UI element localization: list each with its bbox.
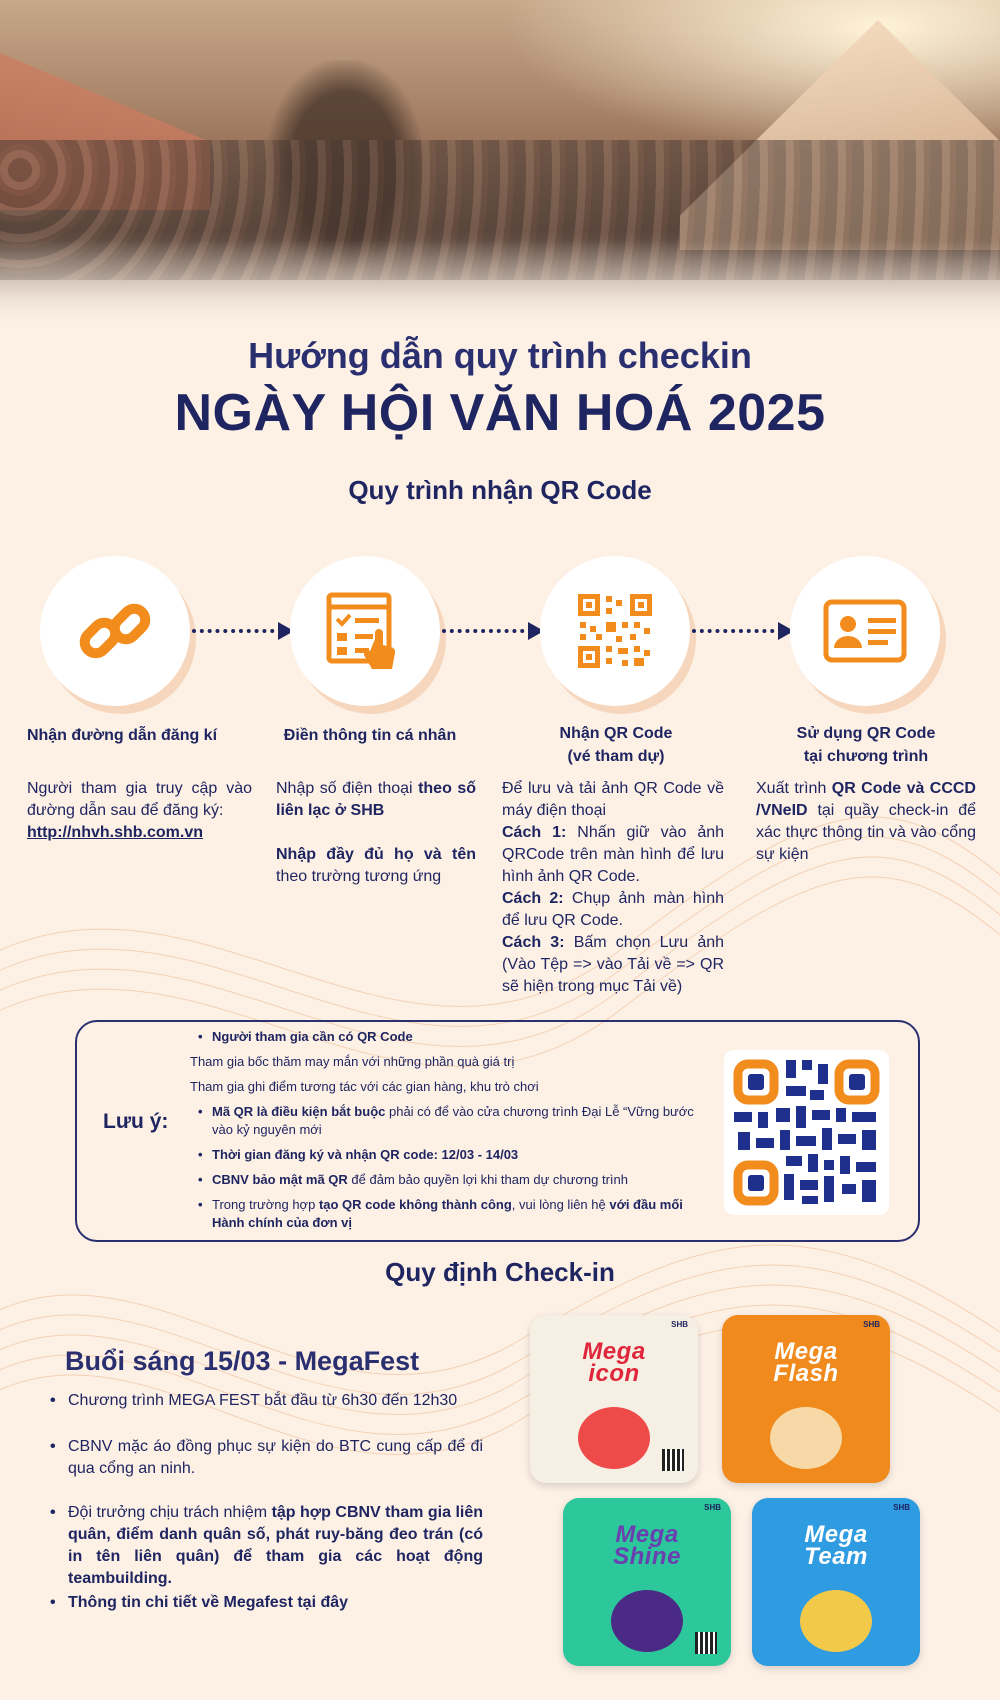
poster-line2: icon xyxy=(588,1360,640,1387)
morning-item xyxy=(48,1502,483,1590)
morning-item-bold: tập hợp CBNV tham gia liên quân, điểm danh quân số, phát ruy-băng đeo trán (có in tên liên quân) để tham gia các hoạt động teambuilding. xyxy=(68,1504,484,1587)
megafest-detail-text: Thông tin chi tiết về Megafest tại đây xyxy=(68,1594,349,1611)
poster-mega-flash xyxy=(722,1315,890,1483)
step-arrow-2 xyxy=(442,629,540,633)
poster-line2: Shine xyxy=(613,1543,681,1570)
poster-title xyxy=(563,1521,731,1570)
step3-heading xyxy=(506,722,726,768)
step3-way3: Bấm chọn Lưu ảnh (Vào Tệp => vào Tải về => QR sẽ hiện trong mục Tải về) xyxy=(502,934,725,995)
poster-brand: SHB xyxy=(893,1503,910,1512)
step3-way1: Nhấn giữ vào ảnh QRCode trên màn hình để lưu hình ảnh QR Code. xyxy=(502,824,725,885)
note-b5-normal2: , vui lòng liên hệ xyxy=(511,1197,610,1212)
step2-body xyxy=(276,778,476,888)
sample-qr-code xyxy=(724,1050,889,1215)
step4-p-normal2: tại quầy check-in để xác thực thông tin và vào cổng sự kiện xyxy=(756,802,976,863)
step2-p2-normal: theo trường tương ứng xyxy=(276,868,442,885)
step4-p-bold: QR Code và CCCD /VNeID xyxy=(756,780,976,819)
poster-line1: Mega xyxy=(615,1521,679,1548)
note-item xyxy=(190,1103,715,1139)
note-b2-normal: phải có để vào cửa chương trình Đại Lễ “Vững bước vào kỷ nguyên mới xyxy=(212,1104,694,1137)
poster-brand: SHB xyxy=(704,1503,721,1512)
qr-code-icon xyxy=(724,1050,889,1215)
step4-p-normal1: Xuất trình xyxy=(756,780,832,797)
step4-heading-line2: tại chương trình xyxy=(803,748,929,765)
hero-fade xyxy=(0,240,1000,330)
step-arrow-1 xyxy=(192,629,290,633)
step3-body xyxy=(502,778,724,998)
poster-mega-shine xyxy=(563,1498,731,1666)
step4-heading-line1: Sử dụng QR Code xyxy=(796,725,936,742)
note-b5-bold2: với đầu mối Hành chính của đơn vị xyxy=(212,1197,683,1230)
note-item xyxy=(190,1171,715,1189)
poster-qr xyxy=(662,1449,684,1471)
poster-brand: SHB xyxy=(863,1320,880,1329)
poster-title xyxy=(722,1338,890,1387)
note-plain-2: Tham gia ghi điểm tương tác với các gian hàng, khu trò chơi xyxy=(190,1079,539,1094)
page-title: NGÀY HỘI VĂN HOÁ 2025 xyxy=(174,384,826,442)
step4-body xyxy=(756,778,976,866)
morning-title: Buổi sáng 15/03 - MegaFest xyxy=(65,1346,420,1376)
poster-badge xyxy=(800,1590,872,1652)
step1-heading: Nhận đường dẫn đăng kí xyxy=(26,727,218,744)
poster-line1: Mega xyxy=(804,1521,868,1548)
step-arrow-3 xyxy=(692,629,790,633)
poster-badge xyxy=(611,1590,683,1652)
poster-mega-icon xyxy=(530,1315,698,1483)
step1-text: Người tham gia truy cập vào đường dẫn sau để đăng ký: xyxy=(27,780,252,819)
page-subtitle: Hướng dẫn quy trình checkin xyxy=(248,335,752,376)
poster-title xyxy=(530,1338,698,1387)
step2-p1-bold: theo số liên lạc ở SHB xyxy=(276,780,476,819)
poster-badge xyxy=(578,1407,650,1469)
step3-way1-label: Cách 1: xyxy=(502,824,567,841)
note-b2-bold: Mã QR là điều kiện bắt buộc xyxy=(212,1104,386,1119)
note-item xyxy=(190,1196,715,1232)
note-list xyxy=(190,1028,715,1239)
step3-way2-label: Cách 2: xyxy=(502,890,564,907)
note-plain-1: Tham gia bốc thăm may mắn với những phần quà giá trị xyxy=(190,1054,515,1069)
step3-heading-line2: (vé tham dự) xyxy=(567,748,665,765)
poster-line1: Mega xyxy=(582,1338,646,1365)
step3-way3-label: Cách 3: xyxy=(502,934,565,951)
poster-brand: SHB xyxy=(671,1320,688,1329)
step-form-circle xyxy=(290,556,440,706)
note-b4-normal: để đảm bảo quyền lợi khi tham dự chương trình xyxy=(347,1172,628,1187)
morning-list xyxy=(48,1390,483,1614)
note-item xyxy=(190,1146,715,1164)
poster-badge xyxy=(770,1407,842,1469)
poster-mega-team xyxy=(752,1498,920,1666)
qr-section-title: Quy trình nhận QR Code xyxy=(348,475,652,505)
step3-intro: Để lưu và tải ảnh QR Code về máy điện thoại xyxy=(502,780,724,819)
morning-item-normal: Đội trưởng chịu trách nhiệm xyxy=(68,1504,272,1521)
hero-photo xyxy=(0,0,1000,330)
step3-heading-line1: Nhận QR Code xyxy=(559,725,673,742)
step1-body xyxy=(27,778,252,844)
poster-qr xyxy=(695,1632,717,1654)
step-qr-circle xyxy=(540,556,690,706)
note-b1: Người tham gia cần có QR Code xyxy=(212,1029,413,1044)
note-b5-normal1: Trong trường hợp xyxy=(212,1197,319,1212)
form-icon xyxy=(323,589,407,673)
step-link-circle xyxy=(40,556,190,706)
poster-line2: Team xyxy=(804,1543,868,1570)
megafest-detail-link[interactable] xyxy=(48,1592,483,1614)
qr-code-icon xyxy=(576,592,654,670)
step2-p2-bold: Nhập đầy đủ họ và tên xyxy=(276,846,476,863)
checkin-section-title: Quy định Check-in xyxy=(385,1257,615,1287)
poster-line2: Flash xyxy=(773,1360,839,1387)
step2-p1-normal: Nhập số điện thoại xyxy=(276,780,419,797)
registration-link[interactable]: http://nhvh.shb.com.vn xyxy=(27,824,203,841)
morning-item: • Chương trình MEGA FEST bắt đầu từ 6h30 đến 12h30 xyxy=(48,1390,483,1412)
poster-title xyxy=(752,1521,920,1570)
link-icon xyxy=(75,591,155,671)
note-label: Lưu ý: xyxy=(103,1110,169,1133)
note-b3-bold: Thời gian đăng ký và nhận QR code: 12/03 - 14/03 xyxy=(212,1147,519,1162)
note-item xyxy=(190,1028,715,1046)
step-id-circle xyxy=(790,556,940,706)
step2-heading: Điền thông tin cá nhân xyxy=(283,727,457,744)
note-b4-bold: CBNV bảo mật mã QR xyxy=(212,1172,348,1187)
morning-item: • CBNV mặc áo đồng phục sự kiện do BTC cung cấp để đi qua cổng an ninh. xyxy=(48,1436,483,1480)
id-card-icon xyxy=(822,598,908,664)
poster-line1: Mega xyxy=(774,1338,838,1365)
step4-heading xyxy=(756,722,976,768)
step3-way2: Chụp ảnh màn hình để lưu QR Code. xyxy=(502,890,724,929)
note-b5-bold1: tạo QR code không thành công xyxy=(318,1197,512,1212)
